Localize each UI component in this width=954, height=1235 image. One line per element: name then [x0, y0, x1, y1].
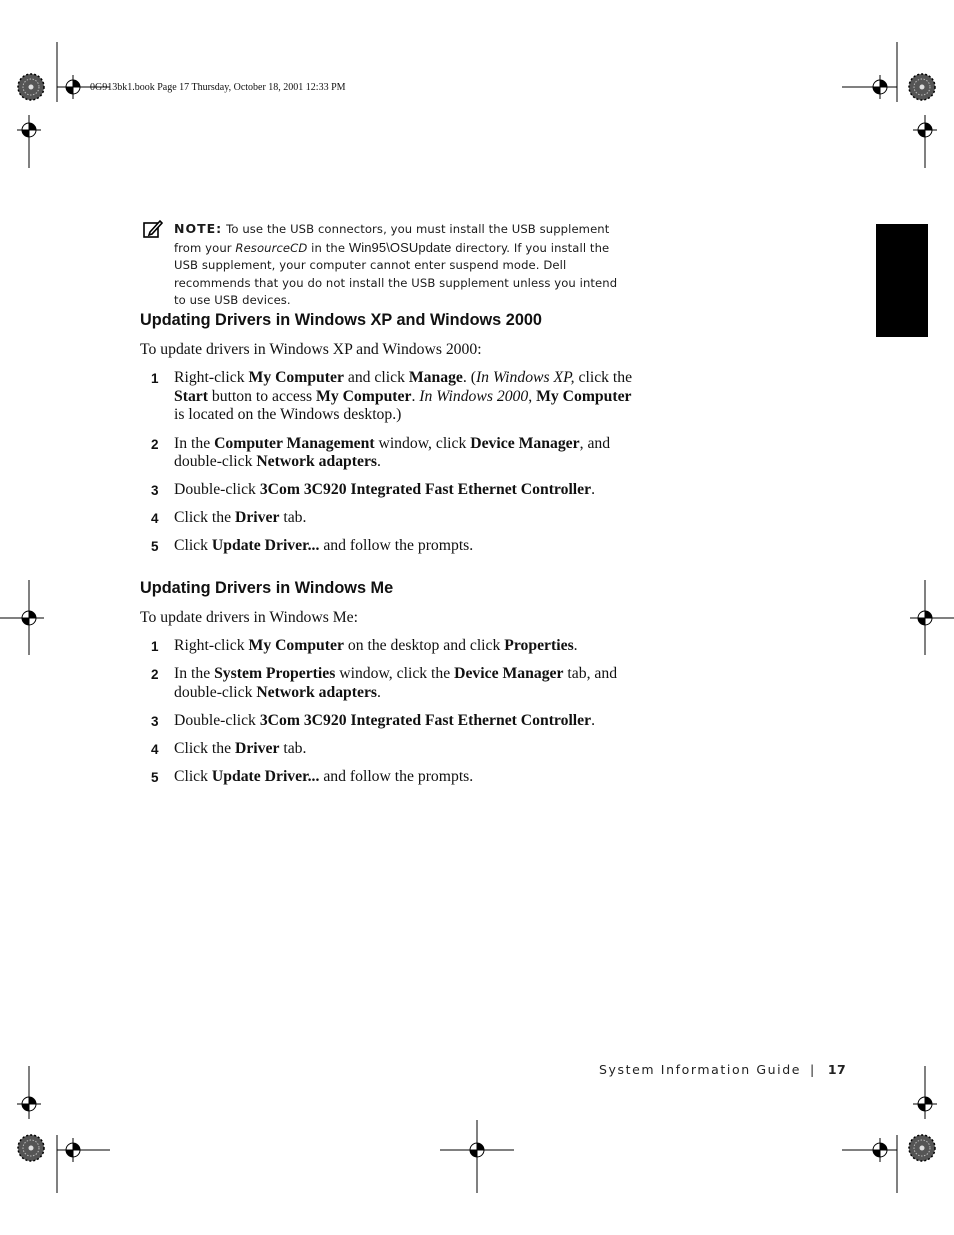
step-text: and follow the prompts. [319, 768, 474, 786]
step-text: , [528, 387, 537, 405]
step-text: . [411, 387, 420, 405]
step-text: is located on the Windows desktop.) [174, 406, 402, 424]
ui-term: Manage [408, 369, 463, 386]
step-text: In the [174, 665, 215, 683]
step-number: 4 [151, 741, 159, 757]
step-number: 1 [151, 371, 159, 386]
footer-separator: | [810, 1062, 816, 1077]
ui-term: 3Com 3C920 Integrated Fast Ethernet Controller [259, 711, 592, 729]
step-text: . ( [462, 369, 476, 386]
section-heading-me: Updating Drivers in Windows Me [140, 579, 394, 597]
step-text: Click [174, 768, 212, 786]
registration-star-top-right [909, 74, 935, 100]
step-item [140, 637, 640, 656]
ui-term: My Computer [248, 369, 344, 386]
step-text: Click the [174, 509, 235, 527]
ui-term: Update Driver... [211, 768, 320, 786]
section-heading-xp-2000: Updating Drivers in Windows XP and Windows 2000 [140, 311, 542, 329]
step-text: Right-click [174, 369, 249, 386]
ui-term: My Computer [316, 387, 412, 405]
registration-star-top-left [18, 74, 44, 100]
step-text: window, click the [335, 665, 455, 683]
step-text: . [591, 711, 596, 729]
guide-title: System Information Guide [599, 1062, 802, 1077]
step-text: Double-click [174, 481, 260, 499]
step-number: 3 [151, 713, 159, 729]
step-text: button to access [207, 387, 317, 405]
step-text: Double-click [174, 711, 260, 729]
step-number: 5 [151, 770, 159, 786]
step-text: and click [343, 369, 409, 386]
section-intro-xp-2000: To update drivers in Windows XP and Windows 2000: [140, 341, 482, 358]
page-number: 17 [827, 1062, 847, 1077]
ui-term: Network adapters [256, 453, 378, 471]
section-intro-me: To update drivers in Windows Me: [140, 609, 359, 626]
update-directory-path: Win95\OSUpdate [348, 239, 452, 255]
usb-supplement-note [174, 220, 632, 310]
step-text: tab. [279, 509, 307, 527]
ui-term: My Computer [248, 637, 344, 654]
step-item [140, 740, 640, 759]
registration-star-bottom-left [18, 1135, 44, 1161]
section-thumb-tab [876, 224, 928, 337]
step-item [140, 369, 640, 425]
ui-term: Device Manager [470, 434, 580, 452]
step-text: on the desktop and click [343, 637, 505, 654]
ui-term: Start [174, 387, 208, 405]
note-text-part: directory. If you install the USB supplement, your computer cannot enter suspend mode. Dell recommends that you do not install the USB supplement unless you intend to use USB devices. [174, 240, 618, 308]
os-emphasis: In Windows XP, [475, 369, 575, 386]
step-number: 2 [151, 667, 159, 683]
step-text: window, click [374, 434, 471, 452]
step-text: In the [174, 434, 215, 452]
book-info-header: 0G913bk1.book Page 17 Thursday, October 18, 2001 12:33 PM [90, 82, 346, 93]
ui-term: My Computer [536, 387, 632, 405]
step-text: . [573, 637, 578, 654]
pencil-note-icon [143, 219, 163, 239]
steps-list-me [140, 637, 640, 796]
step-text: Click the [174, 739, 235, 757]
step-text: , and double-click [174, 434, 611, 471]
note-text-part: To use the USB connectors, you must install the USB supplement from your [174, 222, 610, 255]
page-footer [599, 1062, 846, 1077]
step-item [140, 712, 640, 731]
step-number: 2 [151, 436, 159, 452]
note-label: NOTE: [174, 221, 223, 236]
note-text-part: in the [307, 240, 349, 255]
ui-term: 3Com 3C920 Integrated Fast Ethernet Controller [259, 481, 592, 499]
step-text: . [591, 481, 596, 499]
ui-term: Update Driver... [211, 537, 320, 555]
resourcecd-name: ResourceCD [235, 240, 308, 255]
os-emphasis: In Windows 2000 [419, 387, 529, 405]
step-text: and follow the prompts. [319, 537, 474, 555]
step-text: . [377, 453, 381, 471]
registration-star-bottom-right [909, 1135, 935, 1161]
ui-term: Device Manager [454, 665, 564, 683]
ui-term: Driver [235, 509, 280, 527]
step-text: . [377, 683, 381, 701]
step-number: 4 [151, 511, 159, 527]
step-item [140, 537, 640, 556]
step-text: Click [174, 537, 212, 555]
step-text: tab, and double-click [174, 665, 618, 701]
ui-term: Driver [235, 739, 280, 757]
step-number: 1 [151, 639, 159, 654]
steps-list-xp-2000 [140, 369, 640, 566]
step-number: 3 [151, 483, 159, 499]
step-text: tab. [279, 739, 307, 757]
ui-term: System Properties [214, 665, 336, 683]
step-item [140, 509, 640, 528]
ui-term: Network adapters [256, 683, 378, 701]
step-text: Right-click [174, 637, 249, 654]
ui-term: Computer Management [214, 434, 375, 452]
step-item [140, 768, 640, 787]
step-text: click the [574, 369, 633, 386]
step-item [140, 481, 640, 500]
step-number: 5 [151, 539, 159, 555]
step-item [140, 435, 640, 472]
step-item [140, 665, 640, 702]
ui-term: Properties [504, 637, 574, 654]
